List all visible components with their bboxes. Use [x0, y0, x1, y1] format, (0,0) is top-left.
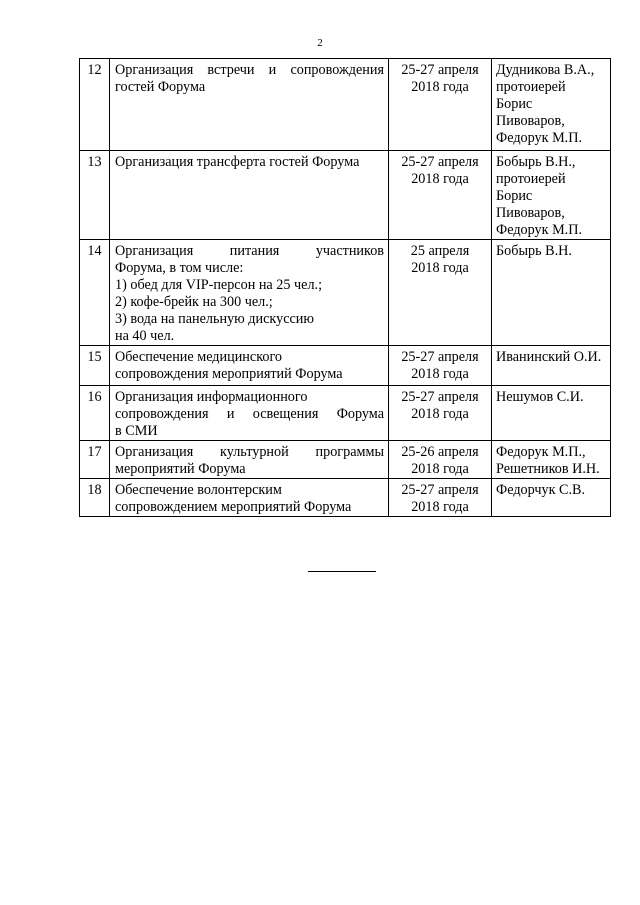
task-line: Организация питания участников [115, 243, 384, 259]
responsible-cell [492, 479, 611, 517]
responsible-line: Федорук М.П., [496, 444, 586, 460]
task-line: Организация встречи и сопровождения [115, 62, 384, 78]
date-line: 25-27 апреля [401, 349, 479, 365]
task-cell [110, 151, 389, 240]
task-line: Организация информационного [115, 389, 308, 405]
responsible-line: Пивоваров, [496, 113, 565, 129]
task-line: Обеспечение медицинского [115, 349, 283, 365]
task-line: Форума, в том числе: [115, 260, 244, 276]
date-line: 2018 года [411, 406, 469, 422]
date-cell [389, 386, 492, 441]
date-line: 2018 года [411, 499, 469, 515]
task-line: Обеспечение волонтерским [115, 482, 282, 498]
responsible-line: Бобырь В.Н., [496, 154, 576, 170]
responsible-line: Бобырь В.Н. [496, 243, 572, 259]
end-separator-line [308, 571, 376, 572]
responsible-line: Борис [496, 96, 533, 112]
date-line: 25-27 апреля [401, 62, 479, 78]
responsible-line: Федорук М.П. [496, 130, 583, 146]
task-line: сопровождения мероприятий Форума [115, 366, 343, 382]
task-cell [110, 479, 389, 517]
responsible-cell [492, 346, 611, 386]
responsible-cell [492, 240, 611, 346]
date-line: 2018 года [411, 461, 469, 477]
table-row [80, 479, 611, 517]
date-cell [389, 441, 492, 479]
date-line: 25-26 апреля [401, 444, 479, 460]
page-number: 2 [317, 37, 323, 49]
date-line: 2018 года [411, 260, 469, 276]
responsible-line: протоиерей [496, 79, 566, 95]
row-number: 17 [80, 441, 110, 479]
table-row [80, 240, 611, 346]
task-line: 3) вода на панельную дискуссию [115, 311, 314, 327]
date-cell [389, 240, 492, 346]
row-number: 18 [80, 479, 110, 517]
task-line: сопровождением мероприятий Форума [115, 499, 352, 515]
responsible-cell [492, 441, 611, 479]
responsible-line: Дудникова В.А., [496, 62, 595, 78]
table-row [80, 386, 611, 441]
responsible-line: Решетников И.Н. [496, 461, 600, 477]
date-line: 25-27 апреля [401, 389, 479, 405]
date-line: 2018 года [411, 171, 469, 187]
task-line: 1) обед для VIP-персон на 25 чел.; [115, 277, 323, 293]
date-line: 25 апреля [410, 243, 470, 259]
date-line: 25-27 апреля [401, 154, 479, 170]
task-cell [110, 346, 389, 386]
responsible-line: Нешумов С.И. [496, 389, 584, 405]
task-line: гостей Форума [115, 79, 206, 95]
date-cell [389, 151, 492, 240]
date-line: 2018 года [411, 79, 469, 95]
task-line: сопровождения и освещения Форума [115, 406, 384, 422]
task-line: мероприятий Форума [115, 461, 246, 477]
date-cell [389, 346, 492, 386]
events-plan-table [79, 58, 611, 517]
task-line: Организация трансферта гостей Форума [115, 154, 360, 170]
task-cell [110, 441, 389, 479]
responsible-line: Федорчук С.В. [496, 482, 586, 498]
responsible-line: Иванинский О.И. [496, 349, 602, 365]
task-line: Организация культурной программы [115, 444, 384, 460]
responsible-cell [492, 59, 611, 151]
row-number: 14 [80, 240, 110, 346]
responsible-line: Пивоваров, [496, 205, 565, 221]
date-line: 25-27 апреля [401, 482, 479, 498]
date-line: 2018 года [411, 366, 469, 382]
table-row [80, 441, 611, 479]
task-cell [110, 240, 389, 346]
row-number: 16 [80, 386, 110, 441]
row-number: 13 [80, 151, 110, 240]
task-cell [110, 59, 389, 151]
responsible-cell [492, 151, 611, 240]
table-row [80, 59, 611, 151]
date-cell [389, 59, 492, 151]
responsible-line: Федорук М.П. [496, 222, 583, 238]
task-cell [110, 386, 389, 441]
table-row [80, 346, 611, 386]
task-line: в СМИ [115, 423, 158, 439]
row-number: 12 [80, 59, 110, 151]
task-line: 2) кофе-брейк на 300 чел.; [115, 294, 273, 310]
table-row [80, 151, 611, 240]
row-number: 15 [80, 346, 110, 386]
responsible-line: протоиерей [496, 171, 566, 187]
responsible-cell [492, 386, 611, 441]
responsible-line: Борис [496, 188, 533, 204]
date-cell [389, 479, 492, 517]
task-line: на 40 чел. [115, 328, 175, 344]
